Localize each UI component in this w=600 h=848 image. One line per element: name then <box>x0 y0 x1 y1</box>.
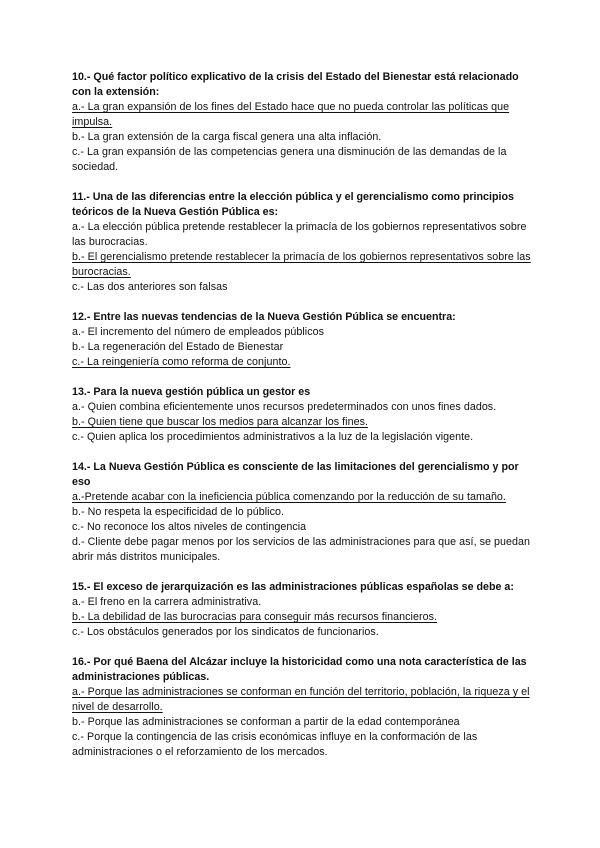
answer-option: c.- Porque la contingencia de las crisis económicas influye en la conformación de las administraciones o el reforzamiento de los mercados. <box>72 731 478 758</box>
question-block <box>72 655 532 760</box>
answer-option: b.- La gran extensión de la carga fiscal genera una alta inflación. <box>72 131 382 143</box>
answer-option: a.- El incremento del número de empleados públicos <box>72 326 325 338</box>
question-title: 16.- Por qué Baena del Alcázar incluye la historicidad como una nota característica de las administraciones públicas. <box>72 656 527 683</box>
question-title: 10.- Qué factor político explicativo de la crisis del Estado del Bienestar está relacionado con la extensión: <box>72 71 519 98</box>
answer-option: a.- Quien combina eficientemente unos recursos predeterminados con unos fines dados. <box>72 401 497 413</box>
question-title: 13.- Para la nueva gestión pública un gestor es <box>72 386 311 398</box>
question-block <box>72 385 532 445</box>
question-block <box>72 190 532 295</box>
answer-option: b.- Porque las administraciones se conforman a partir de la edad contemporánea <box>72 716 460 728</box>
question-title: 12.- Entre las nuevas tendencias de la Nueva Gestión Pública se encuentra: <box>72 311 456 323</box>
answer-option: b.- No respeta la especificidad de lo público. <box>72 506 285 518</box>
answer-option-correct: a.- Porque las administraciones se conforman en función del territorio, población, la riqueza y el nivel de desarrollo. <box>72 686 530 713</box>
answer-option-correct: b.- La debilidad de las burocracias para conseguir más recursos financieros. <box>72 611 437 623</box>
answer-option: a.- La elección pública pretende restablecer la primacía de los gobiernos representativos sobre las burocracias. <box>72 221 527 248</box>
answer-option: a.- El freno en la carrera administrativa. <box>72 596 262 608</box>
answer-option-correct: b.- El gerencialismo pretende restablecer la primacía de los gobiernos representativos sobre las burocracias. <box>72 251 531 278</box>
answer-option: c.- Las dos anteriores son falsas <box>72 281 228 293</box>
answer-option: c.- Quien aplica los procedimientos administrativos a la luz de la legislación vigente. <box>72 431 474 443</box>
question-title: 14.- La Nueva Gestión Pública es consciente de las limitaciones del gerencialismo y por eso <box>72 461 519 488</box>
answer-option: b.- La regeneración del Estado de Bienestar <box>72 341 284 353</box>
question-block <box>72 460 532 565</box>
question-title: 15.- El exceso de jerarquización es las administraciones públicas españolas se debe a: <box>72 581 514 593</box>
answer-option: c.- Los obstáculos generados por los sindicatos de funcionarios. <box>72 626 379 638</box>
question-block <box>72 310 532 370</box>
question-block <box>72 70 532 175</box>
answer-option-correct: a.- La gran expansión de los fines del Estado hace que no pueda controlar las políticas que impulsa. <box>72 101 510 128</box>
question-title: 11.- Una de las diferencias entre la elección pública y el gerencialismo como principios teóricos de la Nueva Gestión Pública es: <box>72 191 514 218</box>
answer-option-correct: a.-Pretende acabar con la ineficiencia pública comenzando por la reducción de su tamaño. <box>72 491 506 503</box>
answer-option: c.- No reconoce los altos niveles de contingencia <box>72 521 307 533</box>
answer-option-correct: b.- Quien tiene que buscar los medios para alcanzar los fines. <box>72 416 368 428</box>
answer-option: d.- Cliente debe pagar menos por los servicios de las administraciones para que así, se puedan abrir más distritos municipales. <box>72 536 530 563</box>
question-list <box>72 70 532 775</box>
question-block <box>72 580 532 640</box>
answer-option: c.- La gran expansión de las competencias genera una disminución de las demandas de la sociedad. <box>72 146 507 173</box>
answer-option-correct: c.- La reingeniería como reforma de conjunto. <box>72 356 291 368</box>
